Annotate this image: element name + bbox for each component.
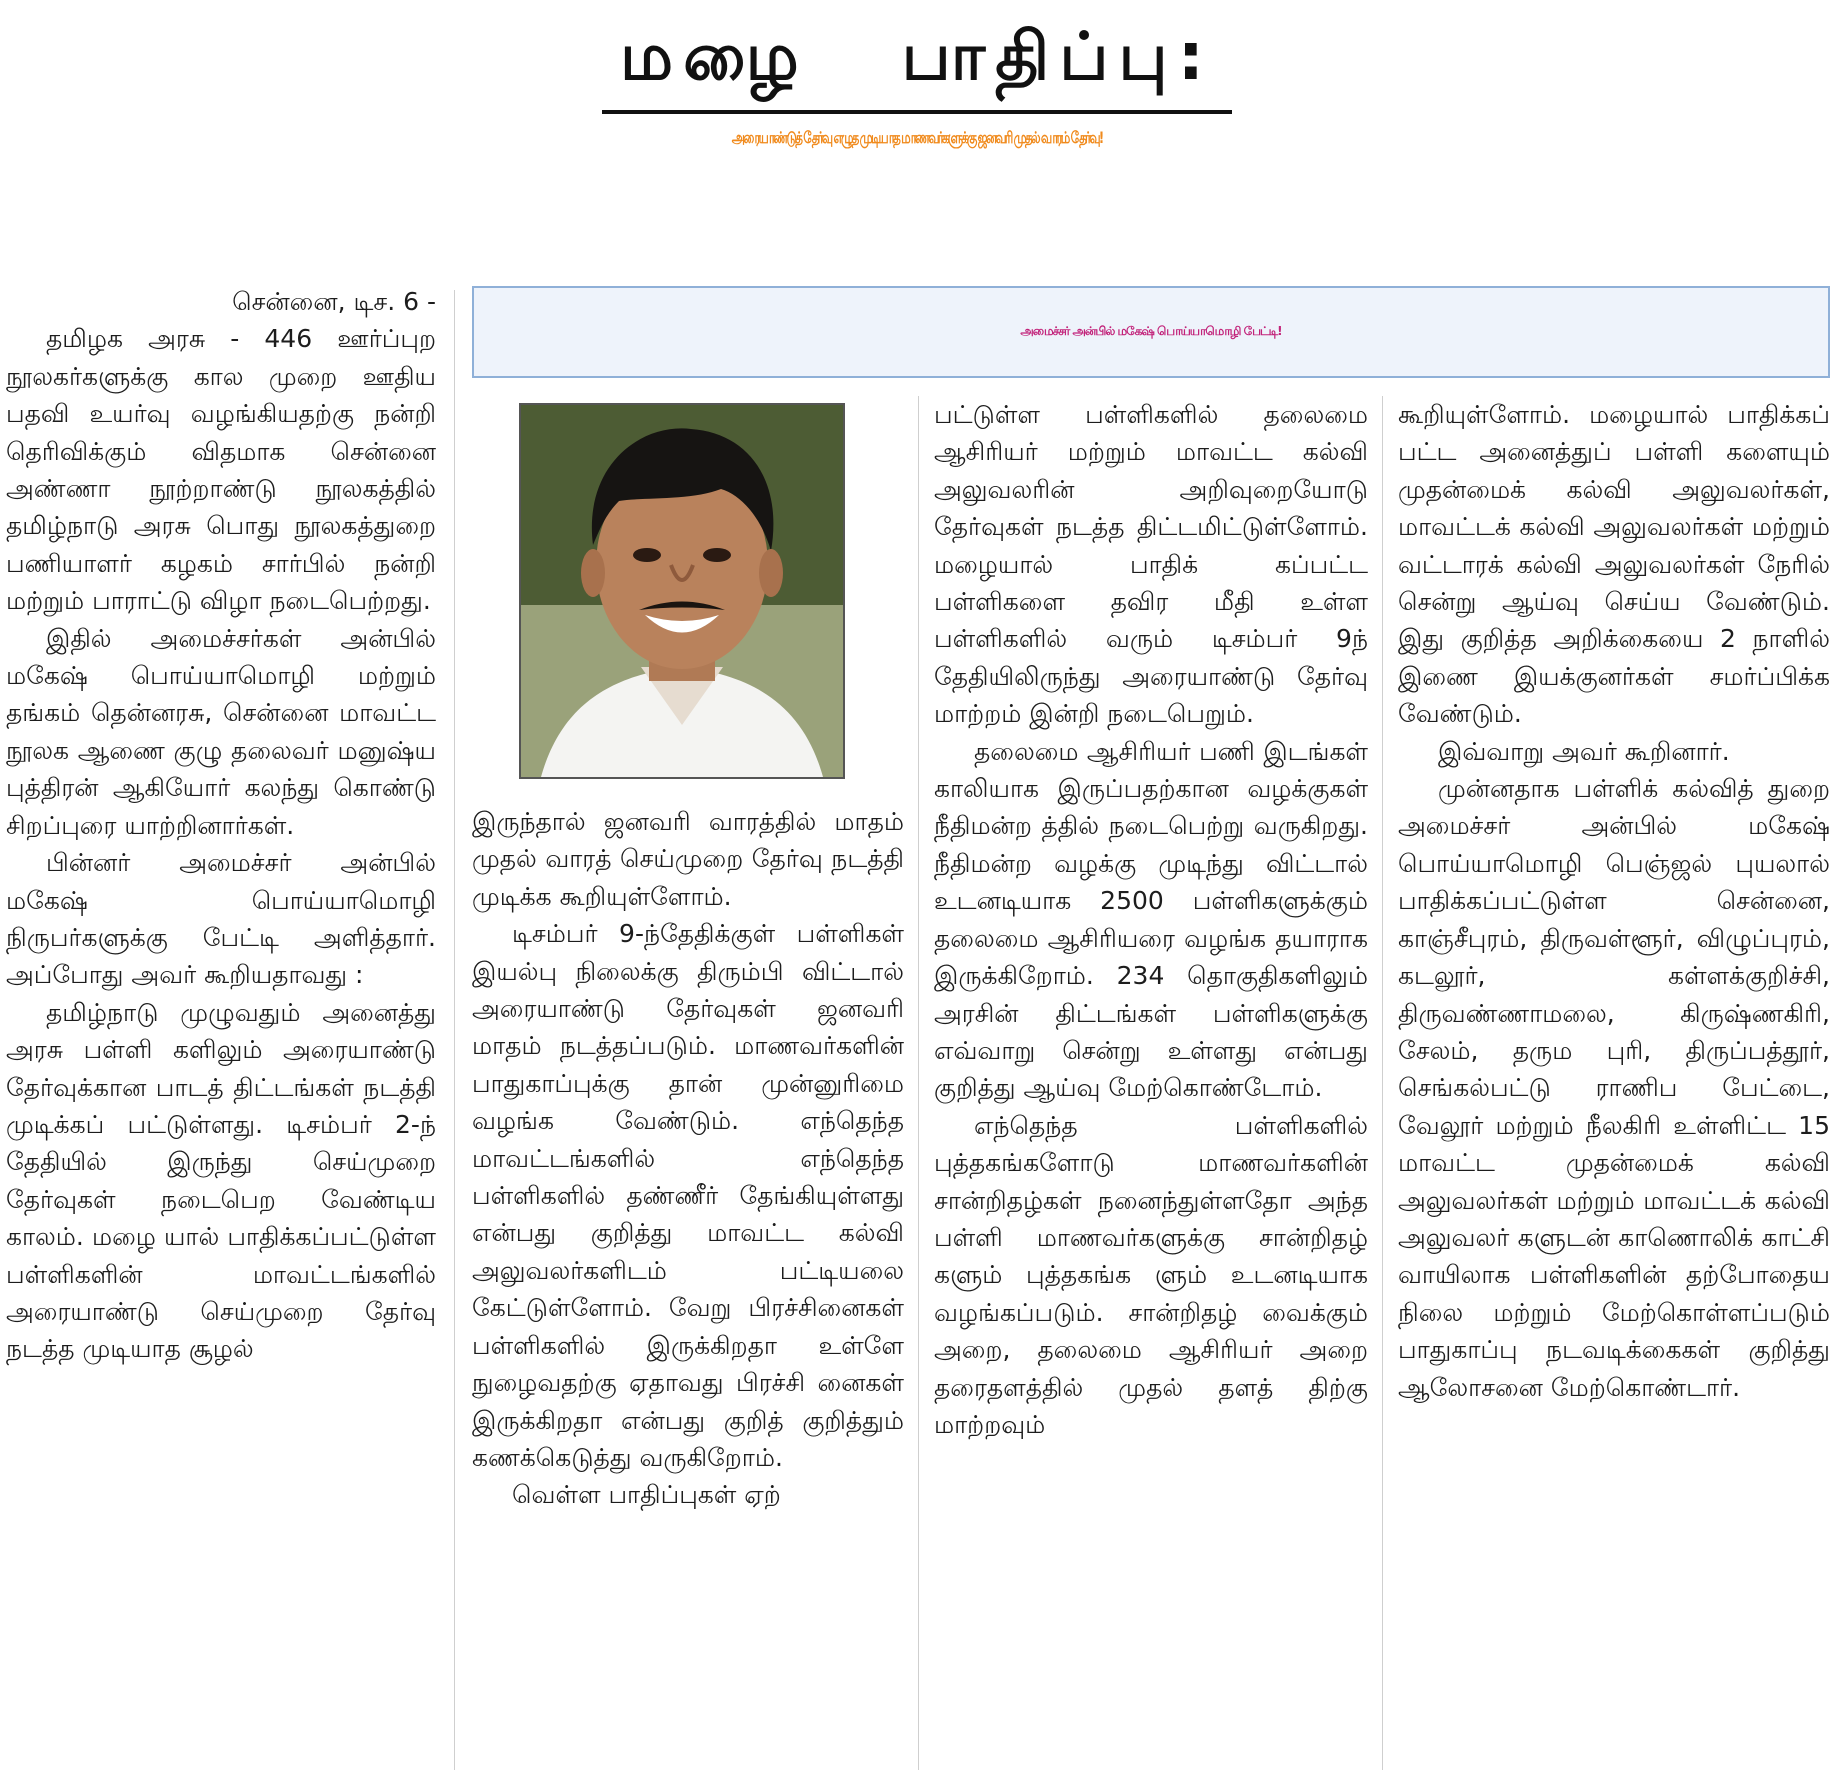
paragraph: வெள்ள பாதிப்புகள் ஏற் [512, 1480, 781, 1510]
paragraph: தலைமை ஆசிரியர் பணி இடங்கள் காலியாக இருப்பதற்கான வழக்குகள் நீதிமன்ற த்தில் நடைபெற்று வருகிறது. நீதிமன்ற வழக்கு முடிந்து விட்டால் உடனடியாக 2500 பள்ளிகளுக்கும் தலைமை ஆசிரியரை வழங்க தயாராக இருக்கிறோம். 234 தொகுதிகளிலும் அரசின் திட்டங்கள் பள்ளிகளுக்கு எவ்வாறு சென்று உள்ளது என்பது குறித்து ஆய்வு மேற்கொண்டோம். [934, 736, 1368, 1103]
article-column-2 [472, 803, 904, 1514]
main-headline: அரையாண்டுத் தேர்வு எழுத முடியாத மாணவர்களுக்கு ஜனவரி முதல் வாரம் தேர்வு! [731, 128, 1103, 147]
paragraph: கூறியுள்ளோம். மழையால் பாதிக்கப் பட்ட அனைத்துப் பள்ளி களையும் முதன்மைக் கல்வி அலுவலர்கள், மாவட்டக் கல்வி அலுவலர்கள் மற்றும் வட்டாரக் கல்வி அலுவலர்கள் நேரில் சென்று ஆய்வு செய்ய வேண்டும். இது குறித்த அறிக்கையை 2 நாளில் இணை இயக்குனர்கள் சமர்ப்பிக்க வேண்டும். [1398, 400, 1830, 729]
paragraph: பின்னர் அமைச்சர் அன்பில் மகேஷ் பொய்யாமொழி நிருபர்களுக்கு பேட்டி அளித்தார். அப்போது அவர் கூறியதாவது : [6, 848, 436, 990]
article-column-1 [6, 283, 436, 1368]
paragraph: முன்னதாக பள்ளிக் கல்வித் துறை அமைச்சர் அன்பில் மகேஷ் பொய்யாமொழி பெஞ்ஜல் புயலால் பாதிக்கப்பட்டுள்ள சென்னை, காஞ்சீபுரம், திருவள்ளூர், விழுப்புரம், கடலூர், கள்ளக்குறிச்சி, திருவண்ணாமலை, கிருஷ்ணகிரி, சேலம், தரும புரி, திருப்பத்தூர், செங்கல்பட்டு ராணிப பேட்டை, வேலூர் மற்றும் நீலகிரி உள்ளிட்ட 15 மாவட்ட முதன்மைக் கல்வி அலுவலர்கள் மற்றும் மாவட்டக் கல்வி அலுவலர் களுடன் காணொலிக் காட்சி வாயிலாக பள்ளிகளின் தற்போதைய நிலை மற்றும் மேற்கொள்ளப்படும் பாதுகாப்பு நடவடிக்கைகள் குறித்து ஆலோசனை மேற்கொண்டார். [1398, 774, 1830, 1402]
paragraph: இதில் அமைச்சர்கள் அன்பில் மகேஷ் பொய்யாமொழி மற்றும் தங்கம் தென்னரசு, சென்னை மாவட்ட நூலக ஆணை குழு தலைவர் மனுஷ்ய புத்திரன் ஆகியோர் கலந்து கொண்டு சிறப்புரை யாற்றினார்கள். [6, 623, 436, 840]
kicker-heading [0, 18, 1834, 114]
minister-photo [519, 403, 845, 779]
paragraph: தமிழ்நாடு முழுவதும் அனைத்து அரசு பள்ளி களிலும் அரையாண்டு தேர்வுக்கான பாடத் திட்டங்கள் நடத்தி முடிக்கப் பட்டுள்ளது. டிசம்பர் 2-ந் தேதியில் இருந்து செய்முறை தேர்வுகள் நடைபெற வேண்டிய காலம். மழை யால் பாதிக்கப்பட்டுள்ள பள்ளிகளின் மாவட்டங்களில் அரையாண்டு செய்முறை தேர்வு நடத்த முடியாத சூழல் [6, 997, 436, 1364]
paragraph: எந்தெந்த பள்ளிகளில் புத்தகங்களோடு மாணவர்களின் சான்றிதழ்கள் நனைந்துள்ளதோ அந்த பள்ளி மாணவர்களுக்கு சான்றிதழ் களும் புத்தகங்க ளும் உடனடியாக வழங்கப்படும். சான்றிதழ் வைக்கும் அறை, தலைமை ஆசிரியர் அறை தரைதளத்தில் முதல் தளத் திற்கு மாற்றவும் [934, 1110, 1368, 1439]
article-column-3 [934, 396, 1368, 1443]
kicker-text: மழை பாதிப்பு: [602, 18, 1232, 114]
subheadline-box: அமைச்சர் அன்பில் மகேஷ் பொய்யாமொழி பேட்டி! [472, 286, 1830, 378]
portrait-illustration [521, 405, 843, 777]
paragraph: இவ்வாறு அவர் கூறினார். [1438, 736, 1730, 766]
paragraph: தமிழக அரசு - 446 ஊர்ப்புற நூலகர்களுக்கு கால முறை ஊதிய பதவி உயர்வு வழங்கியதற்கு நன்றி தெரிவிக்கும் விதமாக சென்னை அண்ணா நூற்றாண்டு நூலகத்தில் தமிழ்நாடு அரசு பொது நூலகத்துறை பணியாளர் கழகம் சார்பில் நன்றி மற்றும் பாராட்டு விழா நடைபெற்றது. [6, 324, 436, 616]
dateline: சென்னை, டிச. 6 - [232, 287, 436, 316]
paragraph: டிசம்பர் 9-ந்தேதிக்குள் பள்ளிகள் இயல்பு நிலைக்கு திரும்பி விட்டால் அரையாண்டு தேர்வுகள் ஜனவரி மாதம் நடத்தப்படும். மாணவர்களின் பாதுகாப்புக்கு தான் முன்னுரிமை வழங்க வேண்டும். எந்தெந்த மாவட்டங்களில் எந்தெந்த பள்ளிகளில் தண்ணீர் தேங்கியுள்ளது என்பது குறித்து மாவட்ட கல்வி அலுவலர்களிடம் பட்டியலை கேட்டுள்ளோம். வேறு பிரச்சினைகள் பள்ளிகளில் இருக்கிறதா உள்ளே நுழைவதற்கு ஏதாவது பிரச்சி னைகள் இருக்கிறதா என்பது குறித் குறித்தும் கணக்கெடுத்து வருகிறோம். [472, 919, 904, 1472]
column-divider [918, 396, 919, 1770]
column-divider [1382, 396, 1383, 1770]
paragraph: பட்டுள்ள பள்ளிகளில் தலைமை ஆசிரியர் மற்றும் மாவட்ட கல்வி அலுவலரின் அறிவுறையோடு தேர்வுகள் நடத்த திட்டமிட்டுள்ளோம். மழையால் பாதிக் கப்பட்ட பள்ளிகளை தவிர மீதி உள்ள பள்ளிகளில் வரும் டிசம்பர் 9ந் தேதியிலிருந்து அரையாண்டு தேர்வு மாற்றம் இன்றி நடைபெறும். [934, 400, 1368, 729]
article-column-4 [1398, 396, 1830, 1406]
column-divider [454, 290, 455, 1770]
paragraph: இருந்தால் ஜனவரி வாரத்தில் மாதம் முதல் வாரத் செய்முறை தேர்வு நடத்தி முடிக்க கூறியுள்ளோம். [472, 807, 904, 911]
